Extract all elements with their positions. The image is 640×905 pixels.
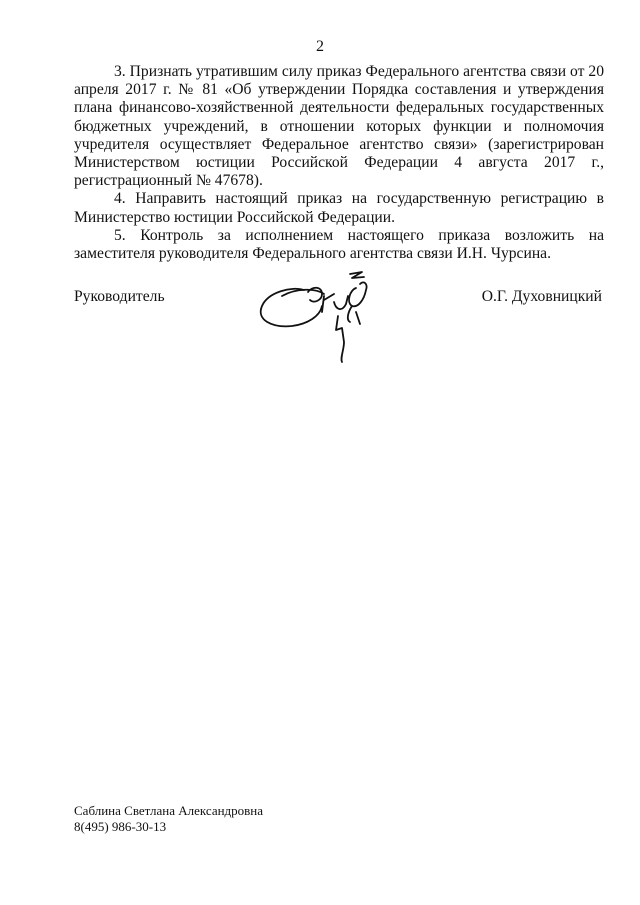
- signature-block: [74, 252, 604, 362]
- paragraph-5: 5. Контроль за исполнением настоящего приказа возложить на заместителя руководителя Федерального агентства связи И.Н. Чурсина.: [74, 226, 604, 263]
- handwritten-signature: [252, 260, 412, 364]
- signatory-title: Руководитель: [74, 288, 165, 305]
- executor-name: Саблина Светлана Александровна: [74, 803, 264, 818]
- executor-phone: 8(495) 986-30-13: [74, 819, 167, 834]
- paragraph-4: 4. Направить настоящий приказ на государственную регистрацию в Министерство юстиции Российской Федерации.: [74, 190, 604, 226]
- paragraph-3: 3. Признать утратившим силу приказ Федерального агентства связи от 20 апреля 2017 г. № 81 «Об утверждении Порядка составления и утверждения плана финансово-хозяйственной деятельности федеральных государственных бюджетных учреждений, в отношении которых функции и полномочия учредителя осуществляет Федеральное агентство связи» (зарегистрирован Министерством юстиции Российской Федерации 4 августа 2017 г., регистрационный № 47678).: [74, 63, 604, 190]
- page-number: 2: [316, 38, 324, 55]
- executor-info: [74, 803, 263, 835]
- document-body: [74, 63, 604, 263]
- signatory-name: О.Г. Духовницкий: [481, 288, 602, 305]
